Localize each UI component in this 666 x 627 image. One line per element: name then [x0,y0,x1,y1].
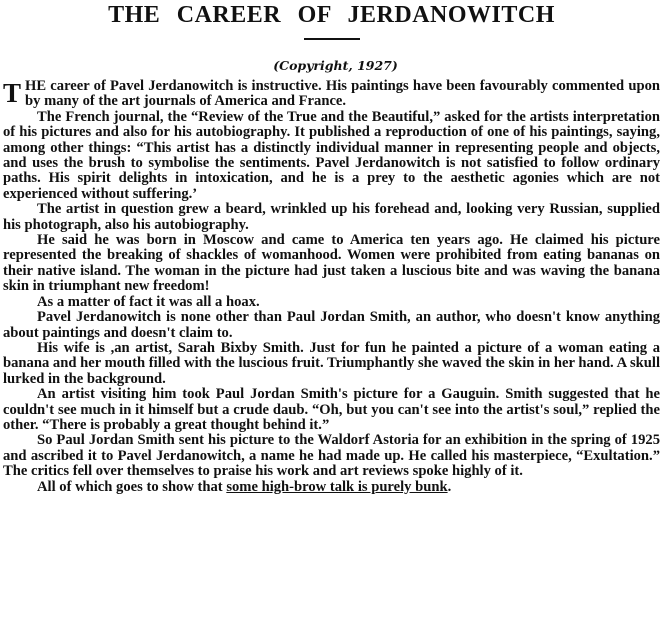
article-body [3,79,660,495]
paragraph-7: His wife is ,an artist, Sarah Bixby Smith. Just for fun he painted a picture of a woman eating a banana and her mouth filled with the luscious fruit. Triumphantly she waved the skin in her hand. A skull lurked in the background. [3,339,660,387]
paragraph-10 [3,480,660,495]
paragraph-6: Pavel Jerdanowitch is none other than Paul Jordan Smith, an author, who doesn't know anything about paintings and doesn't claim to. [3,309,660,341]
paragraph-1 [3,79,660,110]
headline: THE CAREER OF JERDANOWITCH [108,2,555,28]
drop-cap: T [3,78,22,108]
paragraph-3: The artist in question grew a beard, wrinkled up his forehead and, looking very Russian, supplied his photograph, also his autobiography. [3,201,660,233]
headline-rule [304,38,360,40]
paragraph-2: The French journal, the “Review of the True and the Beautiful,” asked for the artists interpretation of his pictures and also for his autobiography. It published a reproduction of one of his paintings, saying, among other things: “This artist has a distinctly individual manner in representing people and objects, and uses the brush to symbolise the sentiments. Pavel Jerdanowitch is not satisfied to follow ordinary paths. His spirit delights in intoxication, and he is a prey to the aesthetic agonies which are not experienced without suffering.’ [3,108,660,202]
paragraph-9: So Paul Jordan Smith sent his picture to the Waldorf Astoria for an exhibition in the spring of 1925 and ascribed it to Pavel Jerdanowitch, a name he had made up. He called his masterpiece, “Exultation.” The critics fell over themselves to praise his work and art reviews spoke highly of it. [3,432,660,480]
closing-underlined-phrase: some high-brow talk is purely bunk [226,478,448,495]
paragraph-5: As a matter of fact it was all a hoax. [37,293,260,310]
closing-text: All of which goes to show that [37,478,227,495]
copyright-notice: (Copyright, 1927) [273,58,398,73]
closing-period: . [447,478,452,495]
paragraph-8: An artist visiting him took Paul Jordan Smith's picture for a Gauguin. Smith suggested that he couldn't see much in it himself but a crude daub. “Oh, but you can't see into the artist's soul,” replied the other. “There is probably a great thought behind it.” [3,386,660,433]
paragraph-4: He said he was born in Moscow and came to America ten years ago. He claimed his picture represented the breaking of shackles of womanhood. Women were prohibited from eating bananas on their native island. The woman in the picture had just taken a luscious bite and was waving the banana skin in triumphant new freedom! [3,232,660,295]
paragraph-1-text: HE career of Pavel Jerdanowitch is instructive. His paintings have been favourably commented upon by many of the art journals of America and France. [25,78,660,110]
